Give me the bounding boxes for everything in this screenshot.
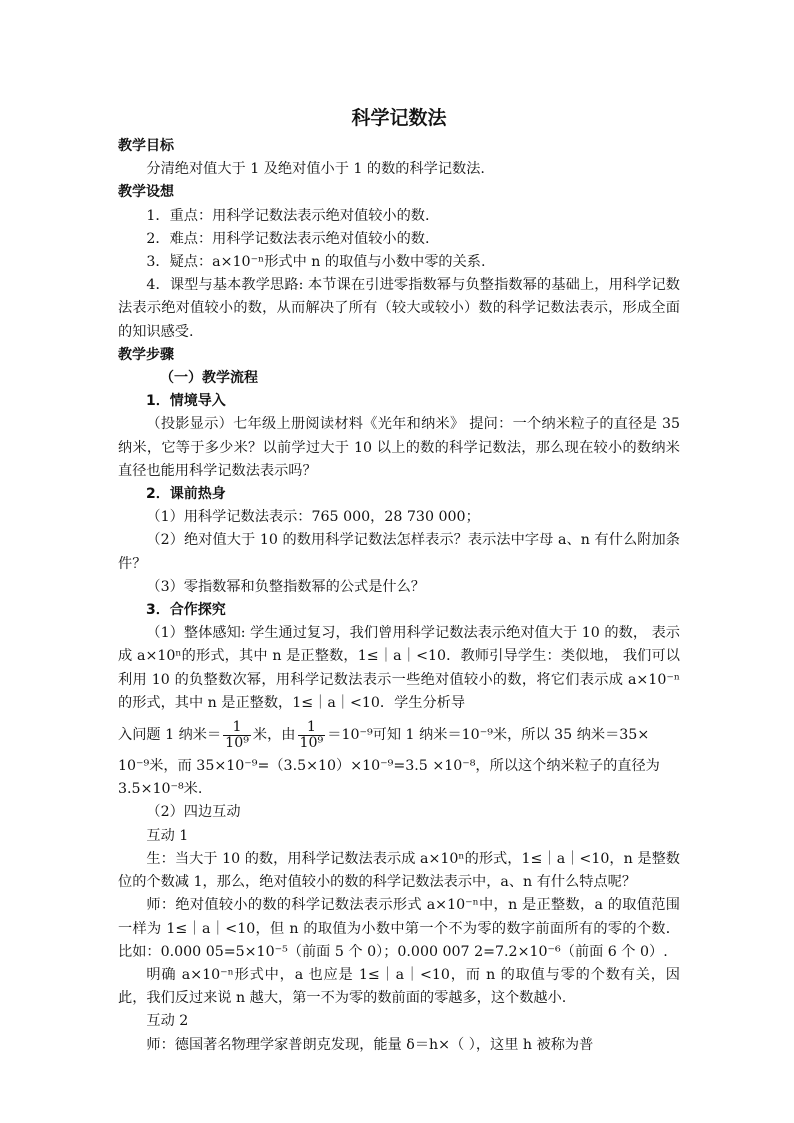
paragraph-teacher-2: 师：德国著名物理学家普朗克发现，能量 δ＝h×（ ），这里 h 被称为普 <box>146 1036 594 1053</box>
label-interaction-2: 互动 2 <box>146 1013 189 1030</box>
paragraph-situation: （投影显示）七年级上册阅读材料《光年和纳米》 提问：一个纳米粒子的直径是 35 纳米，它等于多少米？以前学过大于 10 以上的数的科学记数法，那么现在较小的数纳米直径也能用科学记数法表示吗？ <box>118 416 680 479</box>
paragraph-goal: 分清绝对值大于 1 及绝对值小于 1 的数的科学记数法. <box>146 161 485 178</box>
warmup-item-1: （1）用科学记数法表示：765 000，28 730 000； <box>146 509 480 526</box>
heading-design: 教学设想 <box>118 184 174 201</box>
subheading-interaction: （2）四边互动 <box>146 804 241 821</box>
fraction-1 <box>223 720 251 751</box>
fraction-2 <box>298 720 326 751</box>
fraction-denominator: 10⁹ <box>299 734 324 751</box>
heading-steps: 教学步骤 <box>118 346 174 363</box>
formula-line <box>118 715 680 755</box>
fraction-numerator: 1 <box>223 720 251 736</box>
design-item-2: 2．难点：用科学记数法表示绝对值较小的数. <box>146 230 430 247</box>
formula-text-3: ＝10⁻⁹可知 1 纳米＝10⁻⁹米，所以 35 纳米＝35× <box>327 727 650 744</box>
fraction-denominator: 10⁹ <box>225 734 249 751</box>
paragraph-explore-c: 10⁻⁹米，而 35×10⁻⁹=（3.5×10）×10⁻⁹=3.5 ×10⁻⁸，所以这个纳米粒子的直径为 3.5×10⁻⁸米. <box>118 758 660 798</box>
warmup-item-2: （2）绝对值大于 10 的数用科学记数法怎样表示？表示法中字母 a、n 有什么附加条件？ <box>118 532 680 572</box>
formula-text-1: 入问题 1 纳米＝ <box>118 727 222 744</box>
warmup-item-3: （3）零指数幂和负整指数幂的公式是什么？ <box>146 578 425 595</box>
paragraph-teacher: 师：绝对值较小的数的科学记数法表示形式 a×10⁻ⁿ中，n 是正整数，a 的取值范围一样为 1≤｜a｜<10，但 n 的取值为小数中第一个不为零的数字前面所有的零的个数．比如：0.000 05=5×10⁻⁵（前面 5 个 0）；0.000 007 2=7.2×10⁻⁶（前面 6 个 0）. <box>118 897 680 960</box>
subheading-explore: 3．合作探究 <box>146 602 226 619</box>
paragraph-student: 生：当大于 10 的数，用科学记数法表示成 a×10ⁿ的形式，1≤｜a｜<10，n 是整数位的个数减 1，那么，绝对值较小的数的科学记数法表示中，a、n 有什么特点呢？ <box>118 850 680 891</box>
heading-goal: 教学目标 <box>118 138 174 154</box>
document-page <box>118 104 680 1057</box>
subheading-flow: （一）教学流程 <box>160 370 258 387</box>
formula-text-2: 米，由 <box>252 727 296 744</box>
fraction-numerator: 1 <box>298 720 326 736</box>
paragraph-explore-a: （1）整体感知: 学生通过复习，我们曾用科学记数法表示绝对值大于 10 的数， 表示成 a×10ⁿ的形式，其中 n 是正整数，1≤｜a｜<10．教师引导学生：类似地， 我们可以利用 10 的负整数次幂，用科学记数法表示一些绝对值较小的数，将它们表示成 a×10⁻ⁿ的形式，其中 n 是正整数，1≤｜a｜<10．学生分析导 <box>118 625 680 711</box>
subheading-situation: 1．情境导入 <box>146 393 226 410</box>
design-item-1: 1．重点：用科学记数法表示绝对值较小的数. <box>146 207 430 224</box>
label-interaction-1: 互动 1 <box>146 827 189 844</box>
paragraph-clarify: 明确 a×10⁻ⁿ形式中，a 也应是 1≤｜a｜<10，而 n 的取值与零的个数有关，因此，我们反过来说 n 越大，第一不为零的数前面的零越多，这个数越小. <box>118 966 680 1007</box>
design-item-4: 4．课型与基本教学思路: 本节课在引进零指数幂与负整指数幂的基础上，用科学记数法表示绝对值较小的数，从而解决了所有（较大或较小）数的科学记数法表示，形成全面的知识感受. <box>118 277 680 340</box>
design-item-3: 3．疑点：a×10⁻ⁿ形式中 n 的取值与小数中零的关系. <box>146 254 486 271</box>
page-title: 科学记数法 <box>351 107 447 129</box>
subheading-warmup: 2．课前热身 <box>146 486 226 503</box>
